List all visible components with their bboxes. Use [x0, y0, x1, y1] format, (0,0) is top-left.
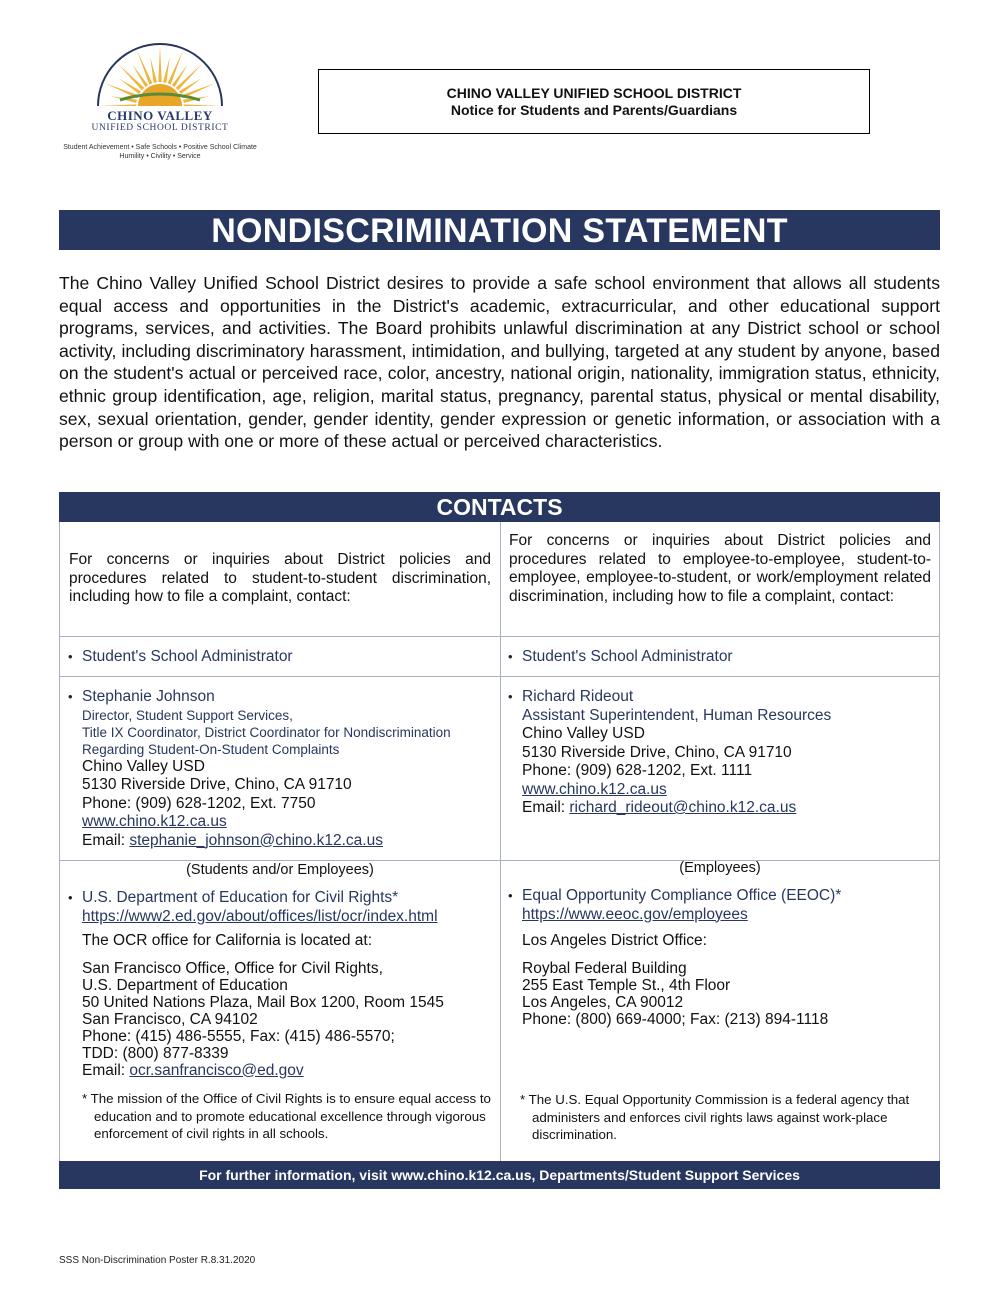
header-notice: Notice for Students and Parents/Guardians — [450, 102, 738, 118]
left-office-line1: San Francisco Office, Office for Civil Rights, — [82, 959, 383, 977]
right-person — [522, 688, 932, 818]
right-agency-name: • Equal Opportunity Compliance Office (EEOC)* — [522, 887, 932, 906]
left-person-address: 5130 Riverside Drive, Chino, CA 91710 — [82, 776, 352, 793]
contacts-footer: For further information, visit www.chino.k12.ca.us, Departments/Student Support Services — [59, 1161, 940, 1189]
left-person-title1: Director, Student Support Services, — [82, 707, 293, 723]
right-intro: For concerns or inquiries about District policies and procedures related to employee-to-employee, student-to-employee, employee-to-student, or work/employment related discrimination, including how to file a complaint, contact: — [509, 532, 931, 605]
district-logo — [60, 36, 260, 166]
contacts-table — [59, 492, 940, 1189]
row-divider — [60, 636, 939, 637]
page-title: NONDISCRIMINATION STATEMENT — [59, 210, 940, 250]
left-person-email-link[interactable]: stephanie_johnson@chino.k12.ca.us — [129, 831, 383, 849]
left-office-line4: San Francisco, CA 94102 — [82, 1010, 258, 1028]
right-office-line3: Los Angeles, CA 90012 — [522, 993, 684, 1011]
right-person-org: Chino Valley USD — [522, 725, 645, 742]
left-office-line6: TDD: (800) 877-8339 — [82, 1044, 229, 1062]
left-admin — [82, 648, 482, 667]
right-admin — [522, 648, 922, 667]
column-divider — [500, 522, 501, 1161]
right-office-line4: Phone: (800) 669-4000; Fax: (213) 894-1118 — [522, 1010, 829, 1028]
left-person-name: • Stephanie Johnson — [82, 688, 494, 707]
left-agency-url-link[interactable]: https://www2.ed.gov/about/offices/list/ocr/index.html — [82, 907, 438, 925]
row-divider — [60, 676, 939, 677]
left-person-title2: Title IX Coordinator, District Coordinator for Nondiscrimination — [82, 724, 451, 740]
left-person — [82, 688, 494, 850]
right-office-line2: 255 East Temple St., 4th Floor — [522, 976, 731, 994]
notice-header — [318, 69, 870, 134]
right-admin-label: • Student's School Administrator — [522, 648, 733, 665]
left-admin-label: • Student's School Administrator — [82, 648, 293, 665]
right-agency-url-link[interactable]: https://www.eeoc.gov/employees — [522, 905, 748, 923]
header-district: CHINO VALLEY UNIFIED SCHOOL DISTRICT — [446, 85, 742, 101]
left-person-org: Chino Valley USD — [82, 757, 205, 775]
right-person-address: 5130 Riverside Drive, Chino, CA 91710 — [522, 743, 792, 761]
right-office-intro: Los Angeles District Office: — [522, 932, 707, 949]
right-office-line1: Roybal Federal Building — [522, 959, 687, 977]
right-person-email-link[interactable]: richard_rideout@chino.k12.ca.us — [569, 799, 797, 816]
left-office-line5: Phone: (415) 486-5555, Fax: (415) 486-5570; — [82, 1027, 395, 1045]
left-email-label: Email: — [82, 831, 130, 849]
logo-name: CHINO VALLEY — [107, 108, 213, 123]
logo-subname: UNIFIED SCHOOL DISTRICT — [91, 123, 229, 133]
right-person-web-link[interactable]: www.chino.k12.ca.us — [522, 780, 667, 798]
left-agency-note: * The mission of the Office of Civil Rights is to ensure equal access to education and to promote educational excellence through vigorous enforcement of civil rights in all schools. — [82, 1091, 491, 1141]
sun-rays-icon — [90, 36, 230, 110]
left-person-web-link[interactable]: www.chino.k12.ca.us — [82, 813, 227, 830]
right-audience-label: (Employees) — [679, 860, 761, 876]
left-agency-name: • U.S. Department of Education for Civil Rights* — [82, 889, 494, 908]
right-person-name: • Richard Rideout — [522, 688, 932, 707]
left-person-phone: Phone: (909) 628-1202, Ext. 7750 — [82, 794, 316, 812]
poster-code: SSS Non-Discrimination Poster R.8.31.2020 — [59, 1255, 256, 1266]
right-agency-note: * The U.S. Equal Opportunity Commission is a federal agency that administers and enforces civil rights laws against work-place discrimination. — [520, 1092, 910, 1142]
right-agency — [522, 887, 932, 1028]
logo-tagline: Student Achievement • Safe Schools • Positive School Climate — [63, 144, 257, 151]
contacts-heading: CONTACTS — [59, 492, 940, 522]
left-intro: For concerns or inquiries about District policies and procedures related to student-to-student discrimination, including how to file a complaint, contact: — [69, 551, 491, 605]
left-agency — [82, 889, 494, 1080]
right-person-phone: Phone: (909) 628-1202, Ext. 1111 — [522, 762, 753, 779]
left-person-title3: Regarding Student-On-Student Complaints — [82, 741, 340, 757]
left-agency-email-link[interactable]: ocr.sanfrancisco@ed.gov — [129, 1061, 304, 1079]
intro-paragraph: The Chino Valley Unified School District desires to provide a safe school environment that allows all students equal access and opportunities in the District's academic, extracurricular, and other educational support programs, services, and activities. The Board prohibits unlawful discrimination at any District school or school activity, including discriminatory harassment, intimidation, and bullying, targeted at any student by anyone, based on the student's actual or perceived race, color, ancestry, national origin, nationality, immigration status, ethnicity, ethnic group identification, age, religion, marital status, pregnancy, parental status, physical or mental disability, sex, sexual orientation, gender, gender identity, gender expression or genetic information, or association with a person or group with one or more of these actual or perceived characteristics. — [59, 273, 940, 452]
left-office-line3: 50 United Nations Plaza, Mail Box 1200, Room 1545 — [82, 993, 444, 1011]
left-office-intro: The OCR office for California is located at: — [82, 932, 373, 949]
right-person-title1: Assistant Superintendent, Human Resources — [522, 706, 832, 724]
left-audience-label: (Students and/or Employees) — [186, 862, 374, 878]
left-office-line2: U.S. Department of Education — [82, 976, 288, 994]
left-agency-email-label: Email: — [82, 1061, 130, 1079]
logo-tagline-values: Humility • Civility • Service — [119, 153, 201, 160]
right-email-label: Email: — [522, 799, 570, 816]
